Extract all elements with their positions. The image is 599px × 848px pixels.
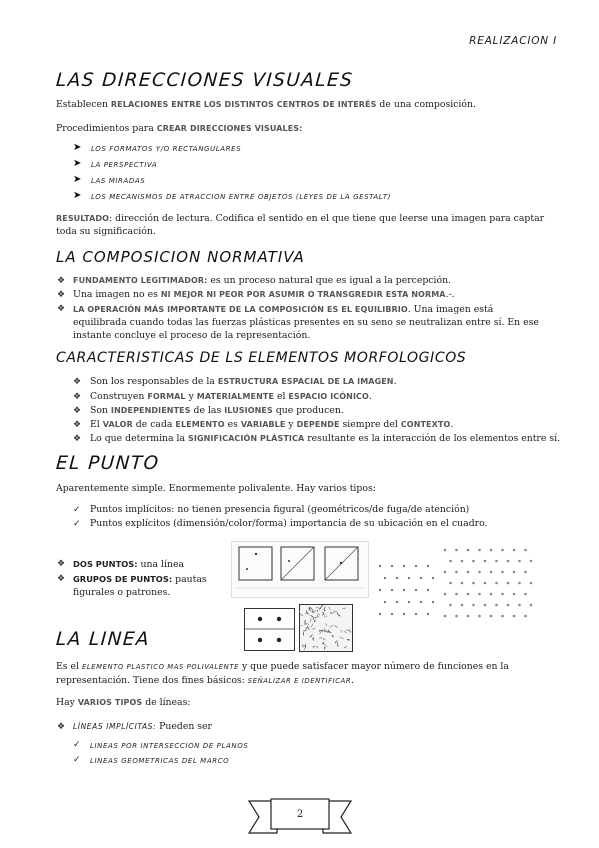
pattern-dot bbox=[530, 604, 532, 607]
pattern-dot bbox=[444, 593, 447, 596]
pattern-dot bbox=[490, 571, 493, 574]
pattern-dot bbox=[467, 549, 470, 552]
pattern-dot bbox=[507, 604, 510, 607]
arrow-bullet-icon: ➤ bbox=[73, 190, 82, 201]
text: pautas figurales o patrones. bbox=[73, 574, 207, 598]
pattern-dot bbox=[384, 577, 386, 579]
highlight: DOS PUNTOS: bbox=[73, 559, 138, 569]
text: de una composición. bbox=[376, 99, 476, 110]
pattern-dot bbox=[513, 571, 516, 574]
drawing-stroke bbox=[313, 639, 314, 640]
paragraph-punto: Aparentemente simple. Enormemente polivalente. Hay varios tipos: bbox=[56, 483, 376, 494]
pattern-dot bbox=[478, 549, 481, 552]
pattern-dot bbox=[420, 601, 422, 603]
diamond-bullet-icon: ❖ bbox=[57, 559, 66, 569]
pattern-dot bbox=[518, 604, 521, 607]
text: Es el bbox=[56, 661, 82, 672]
list-item: Puntos implícitos: no tienen presencia figural (geométricos/de fuga/de atención) bbox=[90, 504, 470, 515]
pattern-dot bbox=[444, 615, 447, 618]
highlight: RELACIONES ENTRE LOS DISTINTOS CENTROS DE INTERÉS bbox=[110, 100, 377, 109]
text: Hay bbox=[56, 697, 78, 708]
pattern-dot bbox=[427, 613, 429, 615]
pattern-dot bbox=[467, 615, 470, 618]
pattern-dot bbox=[501, 593, 504, 596]
list-item bbox=[73, 721, 212, 733]
text: y bbox=[285, 419, 297, 430]
handwritten-highlight: LÍNEAS IMPLÍCITAS: bbox=[73, 722, 157, 731]
list-item bbox=[73, 573, 223, 599]
highlight: VALOR bbox=[102, 420, 133, 429]
pattern-dot bbox=[478, 593, 481, 596]
pattern-dot bbox=[524, 571, 527, 574]
pattern-dot bbox=[472, 582, 475, 585]
pattern-dot bbox=[427, 565, 429, 567]
list-item: LINEAS POR INTERSECCION DE PLANOS bbox=[90, 742, 249, 750]
text: Procedimientos para bbox=[56, 123, 157, 134]
pattern-dot bbox=[427, 589, 429, 591]
section-title-punto: EL PUNTO bbox=[55, 453, 161, 474]
pattern-dot bbox=[461, 582, 464, 585]
pattern-dot bbox=[396, 577, 398, 579]
pattern-dot bbox=[449, 604, 452, 607]
pattern-dot bbox=[467, 571, 470, 574]
highlight: ELEMENTO bbox=[175, 420, 225, 429]
pattern-dot bbox=[484, 582, 487, 585]
pattern-dot bbox=[478, 615, 481, 618]
highlight: MATERIALMENTE bbox=[196, 392, 275, 401]
text: . bbox=[351, 675, 355, 686]
diamond-bullet-icon: ❖ bbox=[73, 392, 82, 402]
arrow-bullet-icon: ➤ bbox=[73, 158, 82, 169]
text: siempre del bbox=[339, 419, 401, 430]
list-item: LAS MIRADAS bbox=[91, 177, 146, 185]
list-item bbox=[90, 376, 397, 388]
check-icon: ✓ bbox=[73, 740, 81, 750]
list-item bbox=[90, 433, 560, 445]
pattern-dot bbox=[449, 582, 452, 585]
list-item bbox=[73, 558, 184, 571]
pattern-dot bbox=[408, 577, 410, 579]
text: el bbox=[274, 391, 289, 402]
pattern-dot bbox=[524, 593, 527, 596]
list-item bbox=[73, 289, 455, 301]
text: resultante es la interacción de los elementos entre sí. bbox=[304, 433, 561, 444]
header-label: REALIZACION I bbox=[469, 35, 557, 47]
pattern-dot bbox=[403, 565, 405, 567]
text: Establecen bbox=[56, 99, 111, 110]
text: . bbox=[450, 419, 454, 430]
textured-drawing-image bbox=[299, 604, 353, 652]
dot-pattern bbox=[374, 560, 434, 622]
text: Lo que determina la bbox=[90, 433, 189, 444]
text: de cada bbox=[132, 419, 176, 430]
pattern-dot bbox=[444, 549, 447, 552]
handwritten-highlight: SEÑALIZAR E IDENTIFICAR bbox=[247, 677, 352, 685]
pattern-dot bbox=[490, 615, 493, 618]
pattern-dot bbox=[472, 604, 475, 607]
pattern-dot bbox=[415, 589, 417, 591]
pattern-dot bbox=[507, 582, 510, 585]
pattern-dot bbox=[391, 613, 393, 615]
pattern-dot bbox=[379, 565, 381, 567]
pattern-dot bbox=[384, 601, 386, 603]
text: y que puede satisfacer mayor número de funciones en la representación. Tiene dos fines básicos: bbox=[56, 661, 509, 686]
pattern-dot bbox=[455, 615, 458, 618]
text: . Una imagen está equilibrada cuando todas las fuerzas plásticas presentes en su seno se neutralizan entre sí. En ese instante concluye el proceso de la representación. bbox=[73, 304, 539, 341]
check-icon: ✓ bbox=[73, 755, 81, 765]
highlight: CREAR DIRECCIONES VISUALES: bbox=[156, 124, 303, 133]
text: Pueden ser bbox=[156, 721, 212, 732]
paragraph-resultado bbox=[56, 212, 546, 238]
pattern-dot bbox=[391, 565, 393, 567]
pattern-dot bbox=[495, 560, 498, 563]
paragraph-tipos bbox=[56, 697, 191, 709]
text: Una imagen no es bbox=[73, 289, 161, 300]
pattern-dot bbox=[449, 560, 452, 563]
section-title-direcciones: LAS DIRECCIONES VISUALES bbox=[55, 70, 354, 91]
arrow-bullet-icon: ➤ bbox=[73, 142, 82, 153]
pattern-dot bbox=[379, 613, 381, 615]
text: . bbox=[368, 391, 372, 402]
pattern-dot bbox=[495, 582, 498, 585]
text: Construyen bbox=[90, 391, 148, 402]
highlight: RESULTADO bbox=[56, 214, 110, 223]
pattern-dot bbox=[379, 589, 381, 591]
pattern-dot bbox=[513, 549, 516, 552]
page-number: 2 bbox=[296, 809, 304, 820]
list-item bbox=[90, 391, 372, 403]
text: y bbox=[185, 391, 197, 402]
list-item: LA PERSPECTIVA bbox=[91, 161, 158, 169]
paragraph-linea bbox=[56, 660, 548, 688]
highlight: ILUSIONES bbox=[224, 406, 273, 415]
paragraph-procedimientos bbox=[56, 123, 302, 135]
diamond-bullet-icon: ❖ bbox=[57, 290, 66, 300]
pattern-dot bbox=[501, 571, 504, 574]
points-diagram bbox=[231, 541, 369, 598]
highlight: LA OPERACIÓN MÁS IMPORTANTE DE LA COMPOSICIÓN ES EL EQUILIBRIO bbox=[73, 305, 408, 314]
diamond-bullet-icon: ❖ bbox=[57, 574, 66, 584]
list-item: LOS MECANISMOS DE ATRACCION ENTRE OBJETOS (LEYES DE LA GESTALT) bbox=[91, 193, 392, 201]
highlight: INDEPENDIENTES bbox=[110, 406, 191, 415]
pattern-dot bbox=[432, 577, 434, 579]
pattern-dot bbox=[501, 615, 504, 618]
pattern-dot bbox=[461, 604, 464, 607]
diamond-bullet-icon: ❖ bbox=[73, 377, 82, 387]
highlight: SIGNIFICACIÓN PLÁSTICA bbox=[188, 434, 305, 443]
list-item bbox=[90, 419, 453, 431]
pattern-dot bbox=[484, 604, 487, 607]
text: El bbox=[90, 419, 103, 430]
pattern-dot bbox=[524, 549, 527, 552]
pattern-dot bbox=[507, 560, 510, 563]
pattern-dot bbox=[530, 560, 532, 563]
pattern-dot bbox=[490, 593, 493, 596]
pattern-dot bbox=[391, 589, 393, 591]
pattern-dot bbox=[420, 577, 422, 579]
pattern-dot bbox=[472, 560, 475, 563]
diamond-bullet-icon: ❖ bbox=[73, 420, 82, 430]
list-item: Puntos explícitos (dimensión/color/forma) importancia de su ubicación en el cuadro. bbox=[90, 518, 488, 529]
highlight: NI MEJOR NI PEOR POR ASUMIR O TRANSGREDIR ESTA NORMA bbox=[160, 290, 446, 299]
pattern-dot bbox=[455, 549, 458, 552]
pattern-dot bbox=[408, 601, 410, 603]
text: de líneas: bbox=[142, 697, 191, 708]
text: . bbox=[393, 376, 397, 387]
pattern-dot bbox=[524, 615, 527, 618]
pattern-dot bbox=[490, 549, 493, 552]
pattern-dot bbox=[518, 582, 521, 585]
diamond-bullet-icon: ❖ bbox=[73, 434, 82, 444]
pattern-dot bbox=[415, 565, 417, 567]
pattern-dot bbox=[403, 613, 405, 615]
pattern-dot bbox=[455, 593, 458, 596]
highlight: FORMAL bbox=[147, 392, 186, 401]
pattern-dot bbox=[467, 593, 470, 596]
pattern-dot bbox=[513, 593, 516, 596]
pattern-dot bbox=[518, 560, 521, 563]
section-title-composicion: LA COMPOSICION NORMATIVA bbox=[56, 248, 305, 266]
highlight: ESPACIO ICÓNICO bbox=[288, 392, 369, 401]
pattern-dot bbox=[478, 571, 481, 574]
check-icon: ✓ bbox=[73, 505, 81, 515]
pattern-dot bbox=[501, 549, 504, 552]
text: : dirección de lectura. Codifica el sentido en el que tiene que leerse una imagen para captar toda su significación. bbox=[56, 213, 545, 237]
list-item bbox=[90, 405, 344, 417]
highlight: VARIABLE bbox=[240, 420, 286, 429]
highlight: GRUPOS DE PUNTOS: bbox=[73, 574, 173, 584]
text: una línea bbox=[137, 559, 184, 570]
diamond-bullet-icon: ❖ bbox=[57, 276, 66, 286]
pattern-dot bbox=[444, 571, 447, 574]
paragraph-establecen bbox=[56, 99, 476, 111]
list-item: LINEAS GEOMETRICAS DEL MARCO bbox=[90, 757, 230, 765]
text: es un proceso natural que es igual a la percepción. bbox=[207, 275, 452, 286]
pattern-dot bbox=[461, 560, 464, 563]
diamond-bullet-icon: ❖ bbox=[57, 722, 66, 732]
check-icon: ✓ bbox=[73, 519, 81, 529]
highlight: DEPENDE bbox=[296, 420, 340, 429]
text: es bbox=[224, 419, 241, 430]
pattern-dot bbox=[455, 571, 458, 574]
highlight: FUNDAMENTO LEGITIMADOR: bbox=[73, 276, 208, 285]
arrow-bullet-icon: ➤ bbox=[73, 174, 82, 185]
handwritten-highlight: ELEMENTO PLASTICO MAS POLIVALENTE bbox=[81, 663, 239, 671]
text: que producen. bbox=[272, 405, 344, 416]
dot-boxes-diagram bbox=[244, 608, 295, 651]
pattern-dot bbox=[396, 601, 398, 603]
text: .-. bbox=[445, 289, 455, 300]
pattern-dot bbox=[484, 560, 487, 563]
text: de las bbox=[190, 405, 225, 416]
list-item bbox=[73, 275, 451, 287]
highlight: VARIOS TIPOS bbox=[77, 698, 143, 707]
highlight: CONTEXTO bbox=[400, 420, 451, 429]
pattern-dot bbox=[530, 582, 532, 585]
section-title-linea: LA LINEA bbox=[55, 629, 151, 650]
section-title-caracteristicas: CARACTERISTICAS DE LS ELEMENTOS MORFOLOGICOS bbox=[56, 350, 467, 366]
pattern-dot bbox=[513, 615, 516, 618]
highlight: ESTRUCTURA ESPACIAL DE LA IMAGEN bbox=[217, 377, 394, 386]
text: Son los responsables de la bbox=[90, 376, 218, 387]
diamond-bullet-icon: ❖ bbox=[57, 304, 66, 314]
list-item: LOS FORMATOS Y/O RECTANGULARES bbox=[91, 145, 242, 153]
pattern-dot bbox=[415, 613, 417, 615]
pattern-dot bbox=[495, 604, 498, 607]
diamond-bullet-icon: ❖ bbox=[73, 406, 82, 416]
dot-pattern bbox=[440, 545, 532, 623]
text: Son bbox=[90, 405, 111, 416]
pattern-dot bbox=[432, 601, 434, 603]
pattern-dot bbox=[403, 589, 405, 591]
list-item bbox=[73, 303, 543, 342]
